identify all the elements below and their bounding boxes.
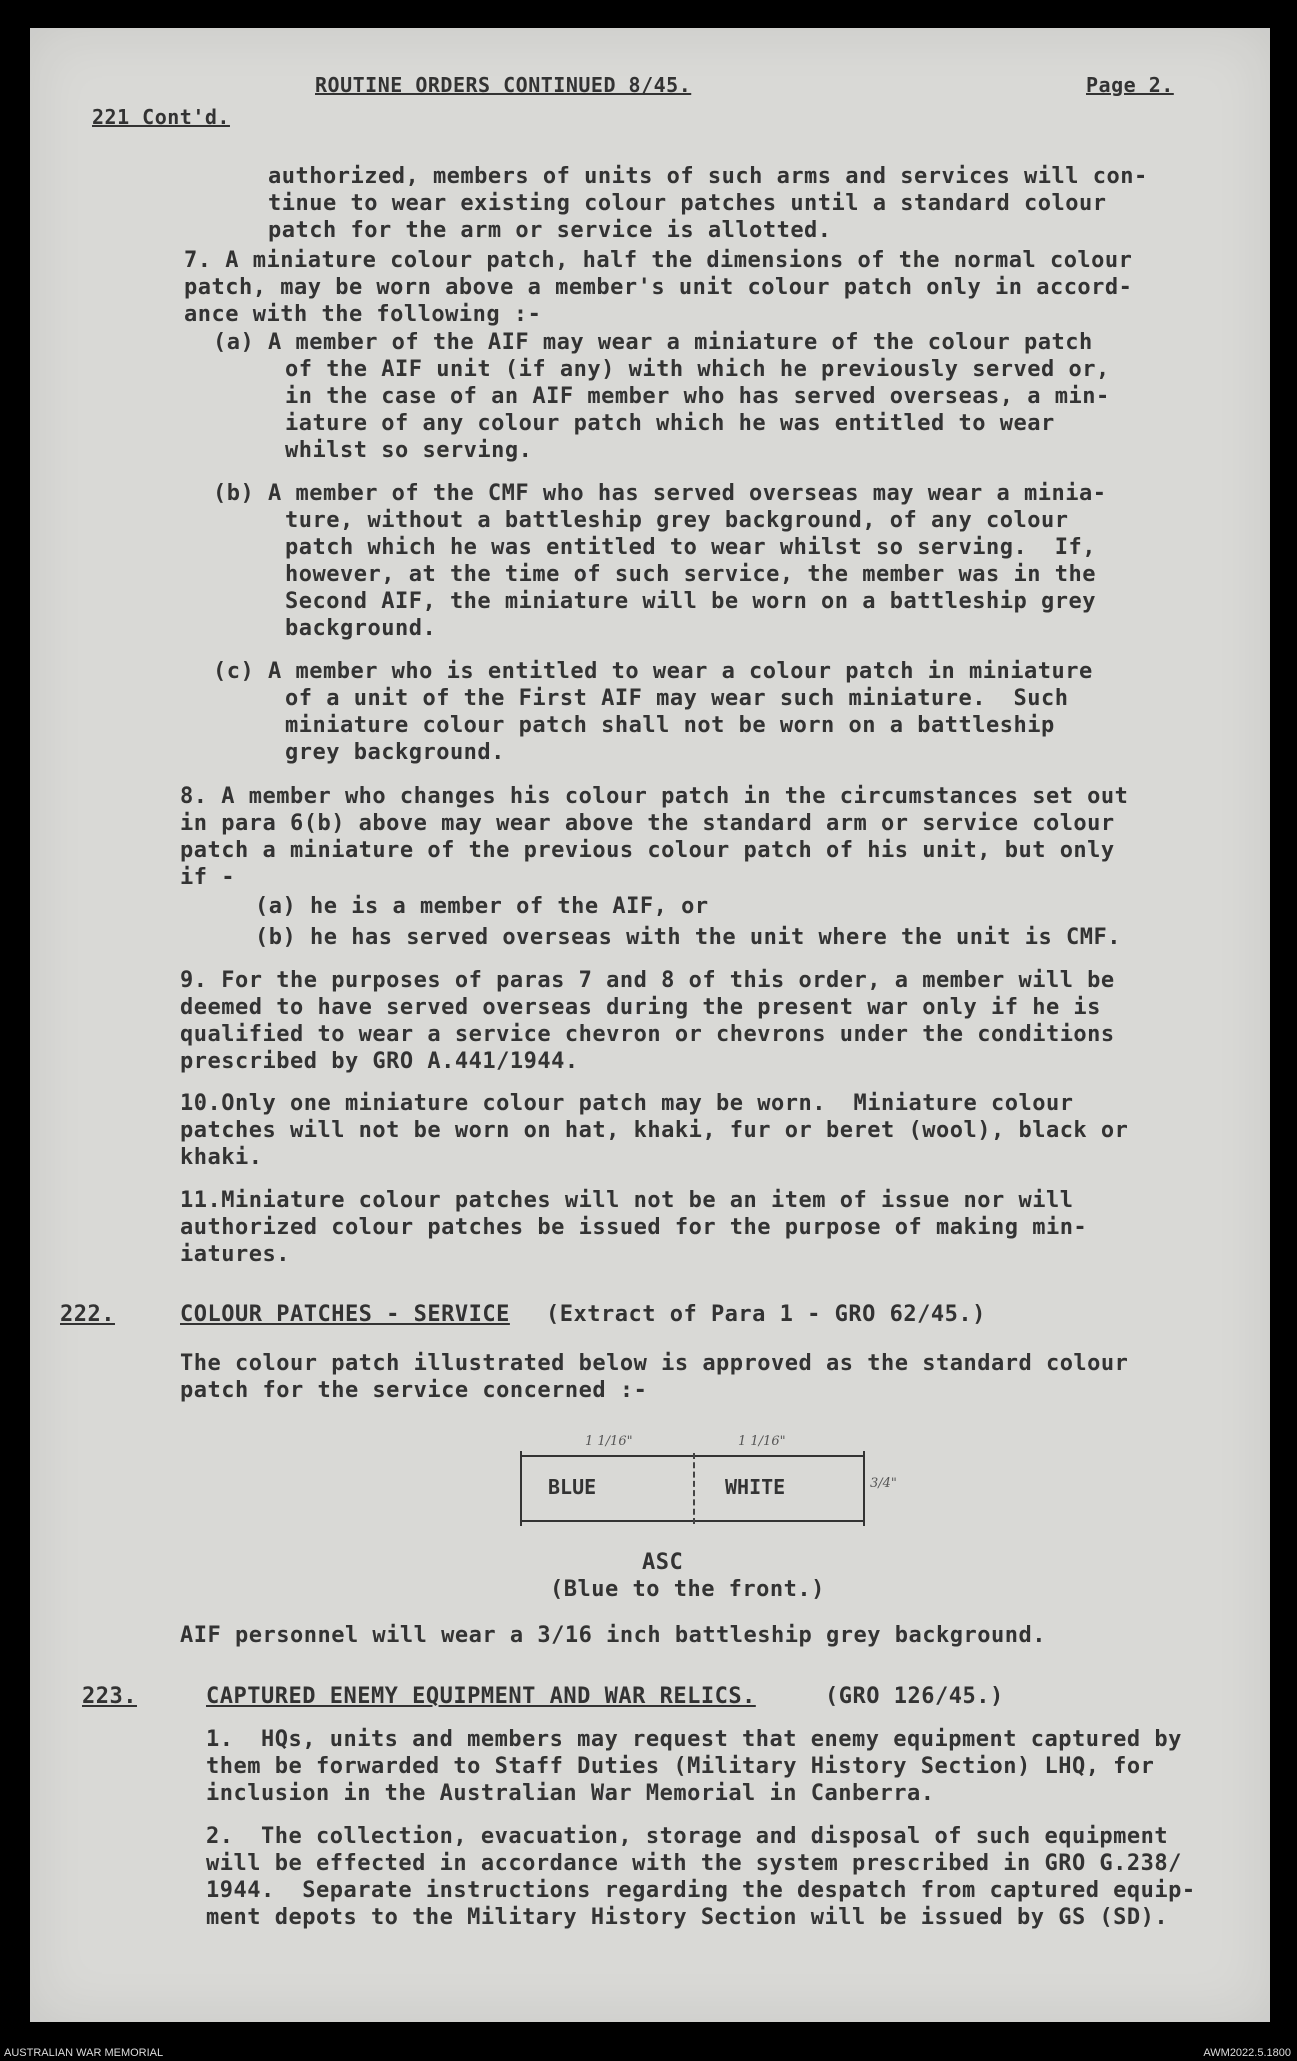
text-line: patch for the service concerned :-	[180, 1378, 648, 1403]
text-line: 7. A miniature colour patch, half the dimensions of the normal colour	[184, 248, 1133, 273]
text-line: Second AIF, the miniature will be worn on a battleship grey	[285, 589, 1096, 614]
text-line: khaki.	[180, 1145, 263, 1170]
section-number-223: 223.	[82, 1684, 137, 1709]
document-header-title: ROUTINE ORDERS CONTINUED 8/45.	[315, 73, 692, 97]
dimension-right: 1 1/16"	[738, 1434, 786, 1449]
text-line: (b) he has served overseas with the unit where the unit is CMF.	[255, 925, 1121, 950]
text-line: (b) A member of the CMF who has served overseas may wear a minia-	[213, 481, 1107, 506]
text-line: background.	[285, 616, 437, 641]
text-line: qualified to wear a service chevron or chevrons under the conditions	[180, 1022, 1115, 1047]
text-line: 1944. Separate instructions regarding the despatch from captured equip-	[206, 1878, 1196, 1903]
text-line: 1. HQs, units and members may request that enemy equipment captured by	[206, 1727, 1182, 1752]
text-line: patch a miniature of the previous colour patch of his unit, but only	[180, 838, 1115, 863]
footer-source: AUSTRALIAN WAR MEMORIAL	[4, 2047, 164, 2059]
blue-label: BLUE	[548, 1475, 597, 1499]
document-page	[30, 28, 1270, 2022]
section-reference-222: (Extract of Para 1 - GRO 62/45.)	[546, 1302, 986, 1327]
text-line: in the case of an AIF member who has served overseas, a min-	[285, 384, 1110, 409]
text-line: prescribed by GRO A.441/1944.	[180, 1049, 579, 1074]
text-line: (a) A member of the AIF may wear a miniature of the colour patch	[213, 330, 1093, 355]
diagram-caption: ASC	[642, 1550, 684, 1575]
text-line: authorized colour patches be issued for the purpose of making min-	[180, 1215, 1088, 1240]
text-line: authorized, members of units of such arms and services will con-	[268, 164, 1148, 189]
dimension-height: 3/4"	[870, 1476, 897, 1491]
diagram-right-edge	[863, 1451, 865, 1526]
section-reference-223: (GRO 126/45.)	[825, 1684, 1004, 1709]
section-continued-label: 221 Cont'd.	[92, 105, 230, 129]
text-line: patch which he was entitled to wear whilst so serving. If,	[285, 535, 1096, 560]
text-line: 11.Miniature colour patches will not be an item of issue nor will	[180, 1188, 1074, 1213]
text-line: (c) A member who is entitled to wear a colour patch in miniature	[213, 659, 1093, 684]
white-label: WHITE	[725, 1475, 786, 1499]
diagram-divider	[693, 1453, 695, 1524]
section-heading-223: CAPTURED ENEMY EQUIPMENT AND WAR RELICS.	[206, 1684, 756, 1709]
text-line: patches will not be worn on hat, khaki, fur or beret (wool), black or	[180, 1118, 1129, 1143]
text-line: (a) he is a member of the AIF, or	[255, 894, 709, 919]
text-line: will be effected in accordance with the system prescribed in GRO G.238/	[206, 1851, 1182, 1876]
diagram-subcaption: (Blue to the front.)	[550, 1577, 825, 1602]
text-line: patch for the arm or service is allotted.	[268, 218, 832, 243]
text-line: inclusion in the Australian War Memorial in Canberra.	[206, 1781, 935, 1806]
section-heading-222: COLOUR PATCHES - SERVICE	[180, 1302, 510, 1327]
text-line: deemed to have served overseas during the present war only if he is	[180, 995, 1101, 1020]
text-line: them be forwarded to Staff Duties (Military History Section) LHQ, for	[206, 1754, 1155, 1779]
diagram-left-edge	[520, 1451, 522, 1526]
section-number-222: 222.	[60, 1302, 115, 1327]
text-line: of the AIF unit (if any) with which he previously served or,	[285, 357, 1110, 382]
footer-accession-number: AWM2022.5.1800	[1203, 2047, 1291, 2059]
text-line: in para 6(b) above may wear above the standard arm or service colour	[180, 811, 1115, 836]
text-line: 8. A member who changes his colour patch in the circumstances set out	[180, 784, 1129, 809]
text-line: however, at the time of such service, the member was in the	[285, 562, 1096, 587]
text-line: tinue to wear existing colour patches until a standard colour	[268, 191, 1107, 216]
text-line: iature of any colour patch which he was entitled to wear	[285, 411, 1055, 436]
text-line: if -	[180, 865, 235, 890]
text-line: The colour patch illustrated below is approved as the standard colour	[180, 1351, 1129, 1376]
page-number: Page 2.	[1086, 73, 1174, 97]
text-line: ture, without a battleship grey background, of any colour	[285, 508, 1069, 533]
text-line: AIF personnel will wear a 3/16 inch battleship grey background.	[180, 1623, 1046, 1648]
colour-patch-diagram	[520, 1455, 865, 1522]
text-line: grey background.	[285, 740, 505, 765]
text-line: of a unit of the First AIF may wear such miniature. Such	[285, 686, 1069, 711]
text-line: ment depots to the Military History Section will be issued by GS (SD).	[206, 1905, 1169, 1930]
text-line: miniature colour patch shall not be worn on a battleship	[285, 713, 1055, 738]
text-line: ance with the following :-	[184, 302, 542, 327]
text-line: iatures.	[180, 1242, 290, 1267]
text-line: 2. The collection, evacuation, storage and disposal of such equipment	[206, 1824, 1169, 1849]
text-line: 9. For the purposes of paras 7 and 8 of this order, a member will be	[180, 968, 1115, 993]
dimension-left: 1 1/16"	[585, 1434, 633, 1449]
text-line: 10.Only one miniature colour patch may be worn. Miniature colour	[180, 1091, 1074, 1116]
text-line: whilst so serving.	[285, 438, 533, 463]
text-line: patch, may be worn above a member's unit colour patch only in accord-	[184, 275, 1133, 300]
